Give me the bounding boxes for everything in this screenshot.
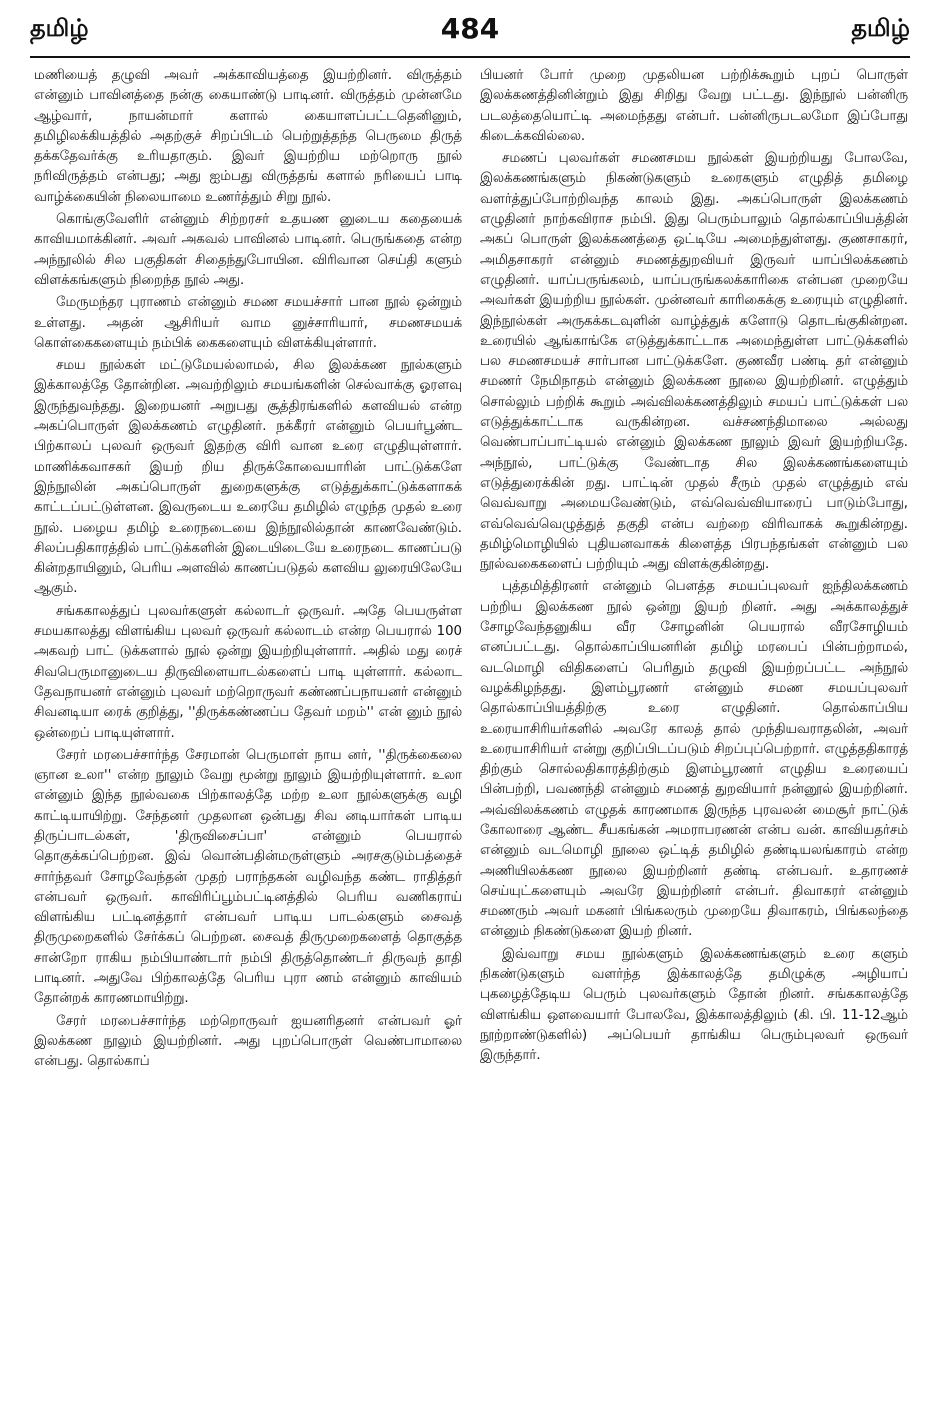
- paragraph: இவ்வாறு சமய நூல்களும் இலக்கணங்களும் உரை களும் நிகண்டுகளும் வளர்ந்த இக்காலத்தே தமிழுக்கு அழியாப் புகழைத்தேடிய பெரும் புலவர்களும் தோன் றினர். சங்ககாலத்தே விளங்கிய ஔவையார் போலவே, இக்காலத்திலும் (கி. பி. 11-12ஆம் நூற்றாண்டுகளில்) அப்பெயர் தாங்கிய பெரும்புலவர் ஒருவர் இருந்தார்.: [480, 946, 908, 1064]
- paragraph: சேரர் மரபைச்சார்ந்த மற்றொருவர் ஐயனரிதனர் என்பவர் ஓர் இலக்கண நூலும் இயற்றினர். அது புறப்பொருள் வெண்பாமாலை என்பது. தொல்காப்: [34, 1013, 462, 1070]
- running-head-left: தமிழ்: [30, 14, 89, 42]
- header-rule: [30, 56, 910, 58]
- paragraph: பியனர் போர் முறை முதலியன பற்றிக்கூறும் புறப் பொருள் இலக்கணத்தினின்றும் இது சிறிது வேறு பட்டது. இந்நூல் பன்னிரு படலத்தையொட்டி அமைந்தது என்பர். பன்னிருபடலமோ இப்போது கிடைக்கவில்லை.: [480, 68, 908, 144]
- running-head-right: தமிழ்: [851, 14, 910, 42]
- paragraph: மேருமந்தர புராணம் என்னும் சமண சமயச்சார் பான நூல் ஒன்றும் உள்ளது. அதன் ஆசிரியர் வாம னுச்சாரியார், சமணசமயக் கொள்கைகளையும் நம்பிக் கைகளையும் விளக்கியுள்ளார்.: [34, 295, 462, 351]
- paragraph: சங்ககாலத்துப் புலவர்களுள் கல்லாடர் ஒருவர். அதே பெயருள்ள சமயகாலத்து விளங்கிய புலவர் ஒருவர் கல்லாடம் என்ற பெயரால் 100 அகவற் பாட் டுக்களால் நூல் ஒன்று இயற்றியுள்ளார். அதில் மது ரைச் சிவபெருமானுடைய திருவிளையாடல்களைப் பாடி யுள்ளார். கல்லாட தேவநாயனர் என்னும் புலவர் மற்றொருவர் கண்ணப்பநாயனர் என்னும் சிவனடியா ரைக் குறித்து, ''திருக்கண்ணப்ப தேவர் மறம்'' என் னும் நூல் ஒன்றைப் பாடியுள்ளார்.: [34, 603, 462, 741]
- paragraph: மணியைத் தழுவி அவர் அக்காவியத்தை இயற்றினர். விருத்தம் என்னும் பாவினத்தை நன்கு கையாண்டு பாடினர். விருத்தம் முன்னமே ஆழ்வார், நாயன்மார் களால் கையாளப்பட்டதெனினும், தமிழிலக்கியத்தில் அதற்குச் சிறப்பிடம் பெற்றுத்தந்த பெருமை திருத் தக்கதேவர்க்கு உரியதாகும். இவர் இயற்றிய மற்றொரு நூல் நரிவிருத்தம் என்பது; அது ஐம்பது விருத்தங் களால் நரியைப் பாடி வாழ்க்கையின் நிலையாமை உணர்த்தும் சிறு நூல்.: [34, 68, 462, 205]
- paragraph: சமய நூல்கள் மட்டுமேயல்லாமல், சில இலக்கண நூல்களும் இக்காலத்தே தோன்றின. அவற்றிலும் சமயங்களின் செல்வாக்கு ஓரளவு இருந்துவந்தது. இறையனர் அறுபது சூத்திரங்களில் களவியல் என்ற அகப்பொருள் இலக்கணம் எழுதினர். நக்கீரர் என்னும் பெயர்பூண்ட பிற்காலப் புலவர் ஒருவர் இதற்கு விரி வான உரை எழுதியுள்ளார். மாணிக்கவாசகர் இயற் றிய திருக்கோவையாரின் பாட்டுக்களே இந்நூலின் அகப்பொருள் துறைகளுக்கு எடுத்துக்காட்டுக்களாகக் காட்டப்பட்டுள்ளன. இவருடைய உரையே தமிழில் எழுந்த முதல் உரை நூல். பழைய தமிழ் உரைநடையை இந்நூலில்தான் காணவேண்டும். சிலப்பதிகாரத்தில் பாட்டுக்களின் இடையிடையே உரைநடை காணப்படு கின்றதாயினும், பெரிய அளவில் காணப்படுதல் களவிய லுரையிலேயே ஆகும்.: [34, 358, 462, 597]
- left-column: [34, 66, 462, 1411]
- right-column: [480, 66, 908, 1411]
- paragraph: சேரர் மரபைச்சார்ந்த சேரமான் பெருமாள் நாய னர், ''திருக்கைலை ஞான உலா'' என்ற நூலும் வேறு மூன்று நூலும் இயற்றியுள்ளார். உலா என்னும் இந்த நூல்வகை பிற்காலத்தே மற்ற உலா நூல்களுக்கு வழி காட்டியாயிற்று. சேந்தனர் முதலான ஒன்பது சிவ னடியார்கள் பாடிய திருப்பாடல்கள், 'திருவிசைப்பா' என்னும் பெயரால் தொகுக்கப்பெற்றன. இவ் வொன்பதின்மருள்ளும் அரசகுடும்பத்தைச் சார்ந்தவர் சோழவேந்தன் முதற் பராந்தகன் வழிவந்த கண்ட ராதித்தர் என்பவர் ஒருவர். காவிரிப்பூம்பட்டினத்தில் பெரிய வணிகராய் விளங்கிய பட்டினத்தார் என்பவர் பாடிய பாடல்களும் சைவத் திருமுறைகளில் சேர்க்கப் பெற்றன. சைவத் திருமுறைகளைத் தொகுத்த சான்றோ ராகிய நம்பியாண்டார் நம்பி திருத்தொண்டர் திருவந் தாதி பாடினர். அதுவே பிற்காலத்தே பெரிய புரா ணம் என்னும் காவியம் தோன்றக் காரணமாயிற்று.: [34, 747, 462, 1007]
- page-header: [30, 14, 910, 54]
- paragraph: புத்தமித்திரனர் என்னும் பௌத்த சமயப்புலவர் ஐந்திலக்கணம் பற்றிய இலக்கண நூல் ஒன்று இயற் றினர். அது அக்காலத்துச் சோழவேந்தனுகிய வீர சோழனின் பெயரால் வீரசோழியம் எனப்பட்டது. தொல்காப்பியனரின் தமிழ் மரபைப் பின்பற்றாமல், வடமொழி விதிகளைப் பெரிதும் தழுவி இயற்றப்பட்ட அந்நூல் வழக்கிழந்தது. இளம்பூரணர் என்னும் சமண சமயப்புலவர் தொல்காப்பியத்திற்கு உரை எழுதினர். தொல்காப்பிய உரையாசிரியர்களில் அவரே காலத் தால் முந்தியவராதலின், அவர் உரையாசிரியர் என்று குறிப்பிடப்படும் சிறப்புப்பெற்றார். எழுத்ததிகாரத் திற்கும் சொல்லதிகாரத்திற்கும் இளம்பூரணர் எழுதிய உரையைப் பின்பற்றி, பவணந்தி என்னும் சமணத் துறவியார் நன்னூல் இயற்றினர். அவ்விலக்கணம் எழுதக் காரணமாக இருந்த புரவலன் மைசூர் நாட்டுக் கோலாரை ஆண்ட சீயகங்கன் அமராபரணன் என்ப வன். காவியதர்சம் என்னும் வடமொழி நூலை ஒட்டித் தமிழில் தண்டியலங்காரம் என்ற அணியிலக்கண நூலை இயற்றினர் தண்டி என்பவர். உதாரணச் செய்யுட்களையும் அவரே இயற்றினர் என்பர். திவாகரர் என்னும் சமணரும் அவர் மகனர் பிங்கலரும் முறையே திவாகரம், பிங்கலந்தை என்னும் நிகண்டுகளை இயற் றினர்.: [480, 579, 908, 940]
- page-number: 484: [440, 12, 500, 45]
- paragraph: சமணப் புலவர்கள் சமணசமய நூல்கள் இயற்றியது போலவே, இலக்கணங்களும் நிகண்டுகளும் உரைகளும் எழுதித் தமிழை வளர்த்துப்போற்றிவந்த காலம் இது. அகப்பொருள் இலக்கணம் எழுதினர் நாற்கவிராச நம்பி. இது பெரும்பாலும் தொல்காப்பியத்தின் அகப் பொருள் இலக்கணத்தை ஒட்டியே அமைந்துள்ளது. குணசாகரர், அமிதசாகரர் என்னும் சமணத்துறவியர் இருவர் யாப்பிலக்கணம் எழுதினர். யாப்பருங்கலம், யாப்பருங்கலக்காரிகை என்பன முறையே அவர்கள் இயற்றிய நூல்கள். முன்னவர் காரிகைக்கு உரையும் எழுதினர். இந்நூல்கள் அருகக்கடவுளின் வாழ்த்துக் களோடு தொடங்குகின்றன. உரையில் ஆங்காங்கே எடுத்துக்காட்டாக அமைந்துள்ள பாட்டுக்களில் பல சமணசமயச் சார்பான பாட்டுக்களே. குணவீர பண்டி தர் என்னும் சமணர் நேமிநாதம் என்னும் இலக்கண நூலை இயற்றினர். எழுத்தும் சொல்லும் பற்றிக் கூறும் அவ்விலக்கணத்திலும் சமயப் பாட்டுக்கள் பல எடுத்துக்காட்டாக வருகின்றன. வச்சணந்திமாலை அல்லது வெண்பாப்பாட்டியல் என்னும் இலக்கண நூலும் இவர் இயற்றியதே. அந்நூல், பாட்டுக்கு வேண்டாத சில இலக்கணங்களையும் எடுத்துரைக்கின் றது. பாட்டின் முதல் சீரும் முதல் எழுத்தும் எவ் வெவ்வாறு அமையவேண்டும், எவ்வெவ்வியாரைப் பாடும்போது, எவ்வெவ்வெழுத்துத் தகுதி என்ப வற்றை விரிவாகக் கூறுகின்றது. தமிழ்மொழியில் புதியனவாகக் கிளைத்த பிரபந்தங்கள் என்னும் பல நூல்வகைகளைப் பற்றியும் அது விளக்குகின்றது.: [480, 151, 908, 573]
- paragraph: கொங்குவேளிர் என்னும் சிற்றரசர் உதயண னுடைய கதையைக் காவியமாக்கினர். அவர் அகவல் பாவினல் பாடினர். பெருங்கதை என்ற அந்நூலில் சில பகுதிகள் சிதைந்துபோயின. விரிவான செய்தி களும் விளக்கங்களும் நிறைந்த நூல் அது.: [34, 212, 462, 288]
